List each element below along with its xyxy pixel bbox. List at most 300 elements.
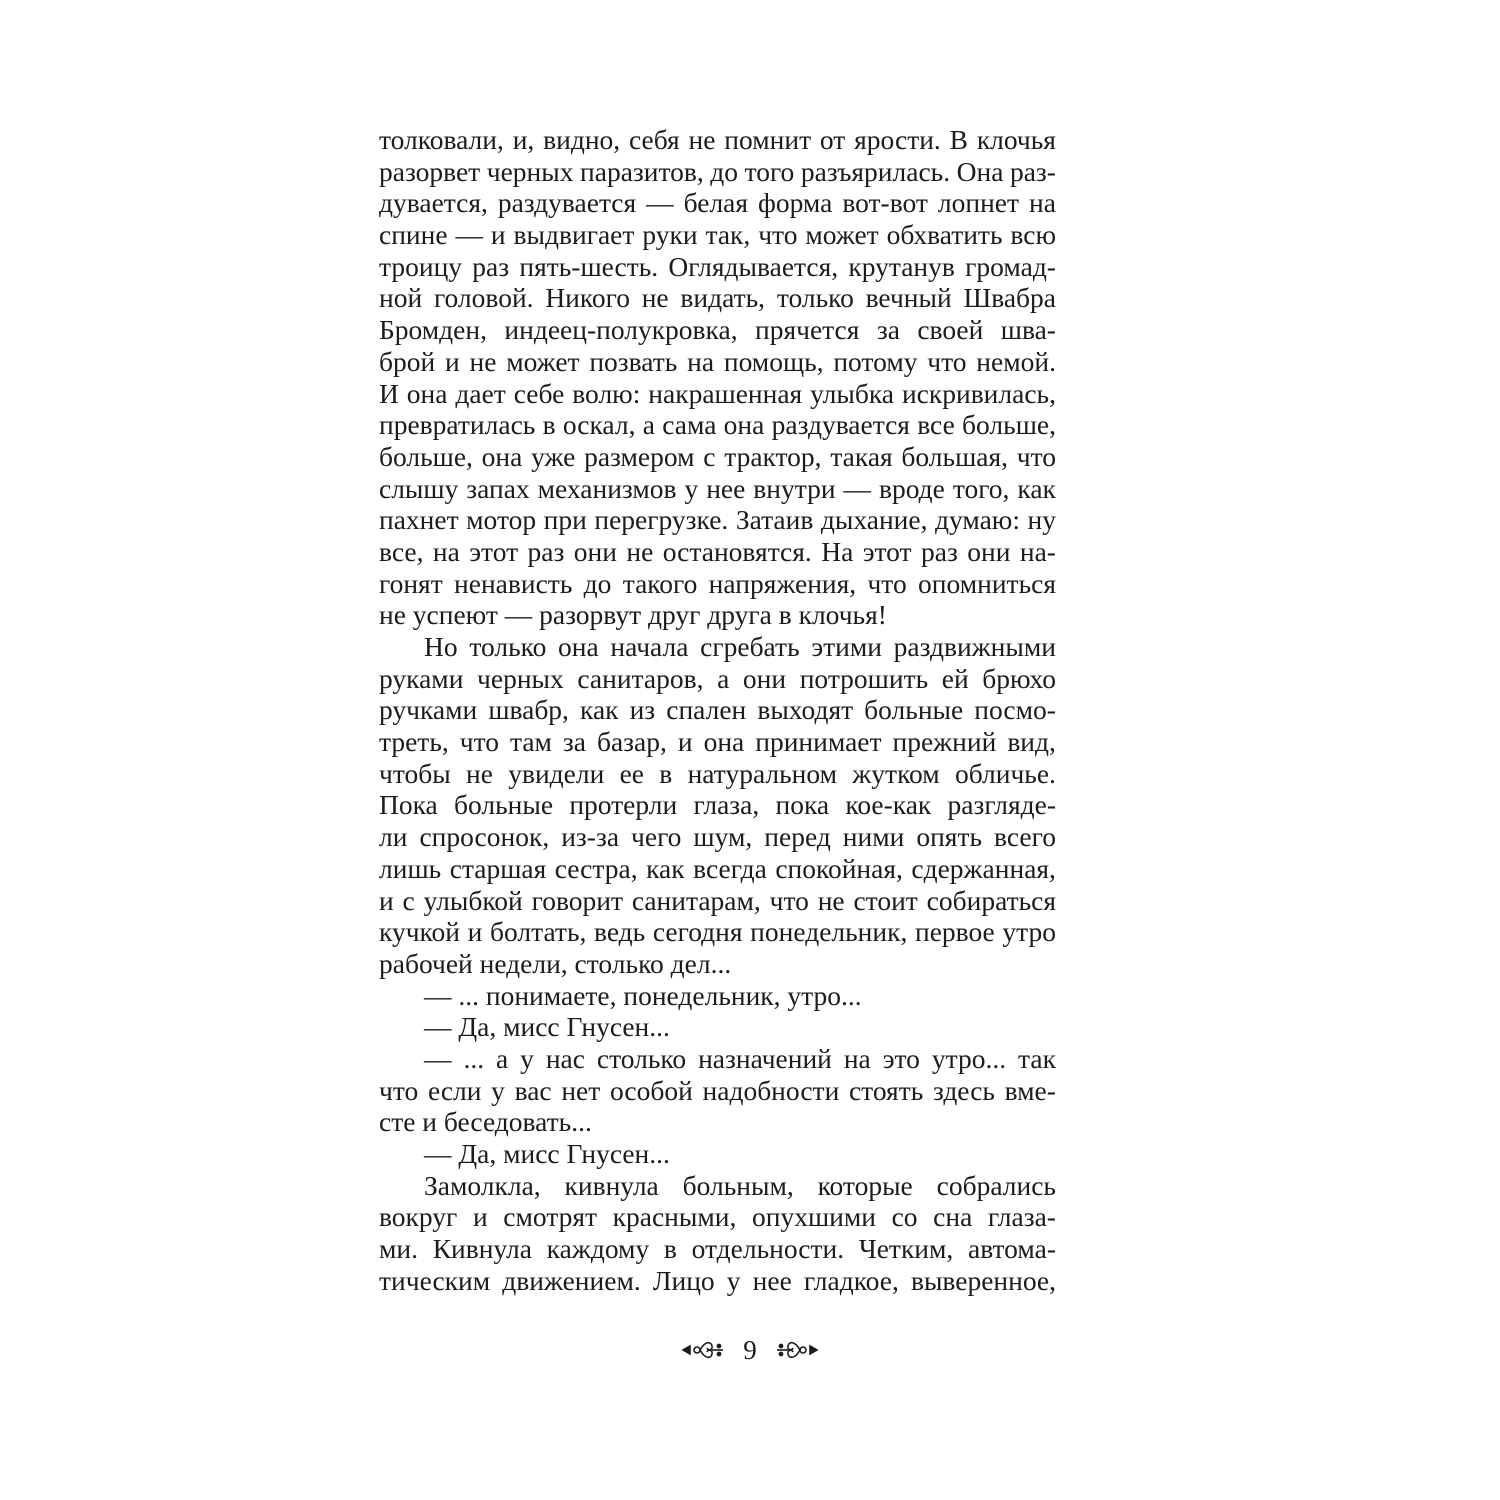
word: что [927, 345, 967, 377]
word: базар, [596, 726, 667, 758]
word: черных [486, 155, 574, 187]
word: уже [531, 440, 576, 472]
word: кое-как [845, 789, 932, 821]
text-line [379, 853, 1056, 885]
word: волю: [572, 377, 641, 409]
word: надобности [702, 1074, 840, 1106]
word: на [843, 1042, 871, 1074]
word: немой. [976, 345, 1056, 377]
word: опухшими [751, 1201, 876, 1233]
word: больным, [682, 1169, 794, 1201]
word: санитарам, [631, 884, 761, 916]
word: автома- [968, 1233, 1056, 1265]
text-line [379, 726, 1056, 758]
word: раз- [1009, 155, 1056, 187]
word: себе [513, 377, 565, 409]
word: назначений [698, 1042, 832, 1074]
word: лишь [379, 852, 442, 884]
word: кучкой [379, 916, 460, 948]
word: нее [706, 472, 746, 504]
word: обхватить [886, 219, 1003, 251]
word: раз [921, 535, 958, 567]
word: особой [609, 1074, 693, 1106]
word: она [481, 440, 523, 472]
word: протерли [569, 789, 678, 821]
text-line [379, 156, 1056, 188]
word: думаю: [935, 504, 1020, 536]
word: она [723, 409, 765, 441]
word: нее [752, 1264, 792, 1296]
word: разгляде- [947, 789, 1056, 821]
text-line [379, 124, 1056, 156]
word: у [684, 472, 699, 504]
word: ей [941, 662, 969, 694]
word: так [1018, 1042, 1056, 1074]
word: красными, [612, 1201, 737, 1233]
word: Пока [379, 789, 438, 821]
word: собираться [926, 884, 1056, 916]
text-line: сте и беседовать... [379, 1106, 592, 1138]
text-line [379, 1043, 1056, 1075]
word: того, [952, 472, 1010, 504]
word: крутанув [848, 250, 955, 282]
word: глаза- [987, 1201, 1056, 1233]
word: у [520, 1042, 534, 1074]
word: а [717, 662, 730, 694]
word: дает [455, 377, 506, 409]
word: опять [916, 821, 983, 853]
word: движением. [502, 1264, 641, 1296]
word: этот [469, 535, 519, 567]
word: дыхание, [820, 504, 928, 536]
word: не [688, 124, 716, 155]
word: которые [817, 1169, 913, 1201]
text-line: рабочей недели, столько дел... [379, 947, 732, 979]
word: в [542, 409, 556, 441]
word: больные [454, 789, 554, 821]
word: размером [584, 440, 695, 472]
word: механизмов [537, 472, 677, 504]
word: чтобы [379, 757, 451, 789]
word: и [677, 726, 693, 758]
word: улыбка [810, 377, 895, 409]
word: раз [472, 250, 510, 282]
word: первое [914, 916, 995, 948]
word: спокойная, [775, 852, 903, 884]
word: оскал, [562, 409, 636, 441]
word: трактор, [724, 440, 822, 472]
word: на [432, 535, 460, 567]
text-line [379, 758, 1056, 790]
word: пахнет [379, 504, 459, 536]
word: своей [917, 314, 984, 346]
word: что [459, 726, 499, 758]
word: не [626, 535, 654, 567]
word: вечный [865, 282, 952, 314]
word: натуральном [687, 757, 838, 789]
word: толковали, [379, 124, 504, 155]
text-line [379, 789, 1056, 821]
word: может [506, 345, 580, 377]
word: больше, [962, 409, 1056, 441]
word: раздувается [771, 409, 910, 441]
word: ну [1027, 504, 1056, 536]
word: слышу [379, 472, 459, 504]
word: только [776, 282, 854, 314]
word: — [455, 219, 483, 251]
word: швабр, [488, 694, 569, 726]
word: сегодня [652, 916, 743, 948]
word: пока [775, 789, 830, 821]
text-line [379, 314, 1056, 346]
word: перегрузке. [594, 504, 729, 536]
word: Затаив [735, 504, 814, 536]
word: старшая [449, 852, 547, 884]
text-line [379, 409, 1056, 441]
word: утро... [931, 1042, 1007, 1074]
word: больные [864, 694, 964, 726]
word: большая, [901, 440, 1008, 472]
word: ярости. [854, 124, 941, 155]
word: И [379, 377, 399, 409]
word: головой. [433, 282, 534, 314]
word: ее [619, 757, 645, 789]
text-line [379, 473, 1056, 505]
word: всего [994, 821, 1056, 853]
word: глаза, [693, 789, 760, 821]
text-line [379, 568, 1056, 600]
word: спине [379, 219, 448, 251]
word: вот-вот [842, 187, 928, 219]
page-number: 9 [743, 1335, 757, 1365]
word: в [663, 1233, 677, 1265]
word: за [876, 314, 900, 346]
word: что [1016, 440, 1056, 472]
text-line [379, 536, 1056, 568]
text-line [379, 885, 1056, 917]
word: нас [545, 1042, 585, 1074]
word: спален [666, 694, 747, 726]
word: с [402, 884, 415, 916]
word: остановятся. [662, 535, 812, 567]
word: в [659, 757, 673, 789]
word: и [490, 219, 506, 251]
word: все [917, 409, 955, 441]
text-line [379, 441, 1056, 473]
word: так, [705, 219, 751, 251]
word: и, [512, 124, 535, 155]
word: руками [379, 662, 464, 694]
word: ручками [379, 694, 478, 726]
text-line [379, 1265, 1056, 1297]
word: прячется [755, 314, 860, 346]
word: искривилась, [901, 377, 1056, 409]
text-line [379, 1075, 1056, 1107]
word: и [445, 345, 460, 377]
word: треть, [379, 726, 449, 758]
text-line: — ... понимаете, понедельник, утро... [424, 979, 862, 1011]
word: это [882, 1042, 920, 1074]
word: она [558, 631, 599, 662]
word: шум, [693, 821, 753, 853]
word: собрались [936, 1169, 1056, 1201]
word: того [744, 155, 795, 187]
word: Четким, [858, 1233, 954, 1265]
word: а [496, 1042, 509, 1074]
body-text [379, 124, 1056, 1296]
word: ведь [594, 916, 646, 948]
word: накрашенная [648, 377, 803, 409]
word: Но [424, 631, 458, 662]
word: вме- [1004, 1074, 1056, 1106]
word: мотор [466, 504, 537, 536]
word: гладкое, [803, 1264, 899, 1296]
word: раздувается [497, 187, 637, 219]
word: столько [596, 1042, 687, 1074]
text-line [379, 821, 1056, 853]
word: что [379, 1074, 419, 1106]
word: при [543, 504, 587, 536]
word: тическим [379, 1264, 491, 1296]
word: сама [662, 409, 717, 441]
word: как [580, 694, 619, 726]
word: а [642, 409, 655, 441]
word: индеец-полукровка, [504, 314, 738, 346]
word: такого [622, 567, 698, 599]
word: больше, [379, 440, 473, 472]
text-line: — Да, мисс Гнусен... [424, 1138, 670, 1169]
word: не [641, 282, 669, 314]
word: троицу [379, 250, 463, 282]
word: паразитов, [580, 155, 704, 187]
text-line [379, 663, 1056, 695]
word: клочья [976, 124, 1056, 155]
word: как [1017, 472, 1056, 504]
word: здесь [932, 1074, 995, 1106]
word: и [472, 1201, 488, 1233]
word: потому [833, 345, 918, 377]
word: форма [758, 187, 833, 219]
text-line [379, 694, 1056, 726]
fleuron-ornament-left-icon [681, 1335, 725, 1365]
word: смотрят [503, 1201, 598, 1233]
word: от [819, 124, 846, 155]
word: помощь, [723, 345, 824, 377]
word: до [710, 155, 739, 187]
word: На [821, 535, 854, 567]
word: увидели [508, 757, 605, 789]
word: она [406, 377, 448, 409]
word: превратилась [379, 409, 536, 441]
word: утро [1002, 916, 1056, 948]
word: из-за [561, 821, 620, 853]
word: не [817, 884, 845, 916]
word: громад- [965, 250, 1056, 282]
word: сна [933, 1201, 973, 1233]
text-line [379, 504, 1056, 536]
word: внутри [753, 472, 836, 504]
word: В [949, 124, 968, 155]
word: кивнула [564, 1169, 659, 1201]
word: дувается, [379, 187, 488, 219]
word: на [687, 345, 715, 377]
word: разъярилась. [800, 155, 951, 187]
word: санитаров, [577, 662, 704, 694]
word: брой [379, 345, 436, 377]
word: всю [1010, 219, 1056, 251]
word: вокруг [379, 1201, 458, 1233]
page-footer [0, 1330, 1500, 1370]
word: они [742, 662, 787, 694]
word: принимает [755, 726, 882, 758]
word: Бромден, [379, 314, 487, 346]
word: начала [610, 631, 689, 662]
word: со [891, 1201, 918, 1233]
word: Кивнула [432, 1233, 532, 1265]
word: у [726, 1264, 741, 1296]
word: понедельник, [750, 916, 908, 948]
word: — [843, 472, 872, 504]
text-line [379, 1201, 1056, 1233]
word: ними [842, 821, 905, 853]
word: может [805, 219, 879, 251]
fleuron-ornament-right-icon [775, 1335, 819, 1365]
word: видно, [543, 124, 621, 155]
text-line: — Да, мисс Гнусен... [424, 1011, 670, 1043]
word: Она [956, 155, 1004, 187]
word: Никого [545, 282, 630, 314]
word: Замолкла, [424, 1169, 541, 1201]
text-line [379, 916, 1056, 948]
word: на- [1019, 535, 1056, 567]
word: Швабра [963, 282, 1056, 314]
word: всегда [693, 852, 767, 884]
text-line: не успеют — разорвут друг друга в клочья! [379, 599, 887, 631]
word: все, [379, 535, 424, 567]
word: не [469, 345, 497, 377]
word: она [703, 726, 745, 758]
word: спросонок, [419, 821, 550, 853]
word: выдвигает [513, 219, 635, 251]
word: нет [561, 1074, 601, 1106]
word: раз [527, 535, 565, 567]
word: там [509, 726, 552, 758]
word: опомниться [918, 567, 1056, 599]
word: помнит [724, 124, 812, 155]
word: улыбкой [423, 884, 523, 916]
word: только [469, 631, 547, 662]
word: чего [631, 821, 682, 853]
word: — [646, 187, 674, 219]
word: ... [463, 1042, 485, 1074]
word: каждому [546, 1233, 650, 1265]
word: стоять [848, 1074, 924, 1106]
word: жутком [852, 757, 940, 789]
word: шва- [1000, 314, 1056, 346]
text-line [379, 378, 1056, 410]
word: Оглядывается, [668, 250, 839, 282]
word: — [424, 1042, 452, 1074]
word: пять-шесть. [519, 250, 659, 282]
word: как [646, 852, 685, 884]
word: если [427, 1074, 482, 1106]
word: ли [379, 821, 408, 853]
word: вроде [878, 472, 945, 504]
word: у [491, 1074, 505, 1106]
word: не [466, 757, 493, 789]
word: позвать [589, 345, 678, 377]
word: потрошить [799, 662, 929, 694]
word: отдельности. [691, 1233, 845, 1265]
word: этот [862, 535, 912, 567]
word: черных [477, 662, 564, 694]
word: посмо- [974, 694, 1056, 726]
word: белая [683, 187, 749, 219]
word: выверенное, [910, 1264, 1056, 1296]
word: ми. [379, 1233, 418, 1265]
word: стоит [853, 884, 918, 916]
text-line [379, 187, 1056, 219]
word: разорвет [379, 155, 481, 187]
word: обличье. [954, 757, 1056, 789]
text-line [379, 631, 1056, 663]
word: из [629, 694, 656, 726]
word: сестра, [554, 852, 638, 884]
word: такая [830, 440, 893, 472]
text-line [379, 282, 1056, 314]
word: и [467, 916, 483, 948]
word: что [758, 219, 798, 251]
word: до [583, 567, 612, 599]
word: вид, [1007, 726, 1056, 758]
word: ненависть [454, 567, 573, 599]
word: выходят [757, 694, 854, 726]
word: руки [642, 219, 698, 251]
word: гонят [379, 567, 443, 599]
text-line [379, 219, 1056, 251]
word: за [562, 726, 586, 758]
text-line [379, 1170, 1056, 1202]
word: перед [764, 821, 831, 853]
word: видать, [680, 282, 766, 314]
word: прежний [892, 726, 997, 758]
word: они [967, 535, 1011, 567]
word: что [867, 567, 907, 599]
text-line [379, 1233, 1056, 1265]
word: говорит [531, 884, 623, 916]
word: брюхо [982, 662, 1056, 694]
word: раздвижными [893, 631, 1056, 662]
word: они [573, 535, 617, 567]
word: сгребать [700, 631, 800, 662]
word: Лицо [652, 1264, 715, 1296]
text-line [379, 251, 1056, 283]
word: болтать, [489, 916, 587, 948]
word: запах [466, 472, 530, 504]
word: этими [811, 631, 882, 662]
word: напряжения, [708, 567, 857, 599]
word: сдержанная, [911, 852, 1056, 884]
word: и [379, 884, 394, 916]
word: лопнет [937, 187, 1020, 219]
word: вас [514, 1074, 552, 1106]
text-line [379, 346, 1056, 378]
word: ной [379, 282, 423, 314]
word: что [769, 884, 809, 916]
word: с [703, 440, 716, 472]
word: себя [629, 124, 680, 155]
word: на [1029, 187, 1056, 219]
